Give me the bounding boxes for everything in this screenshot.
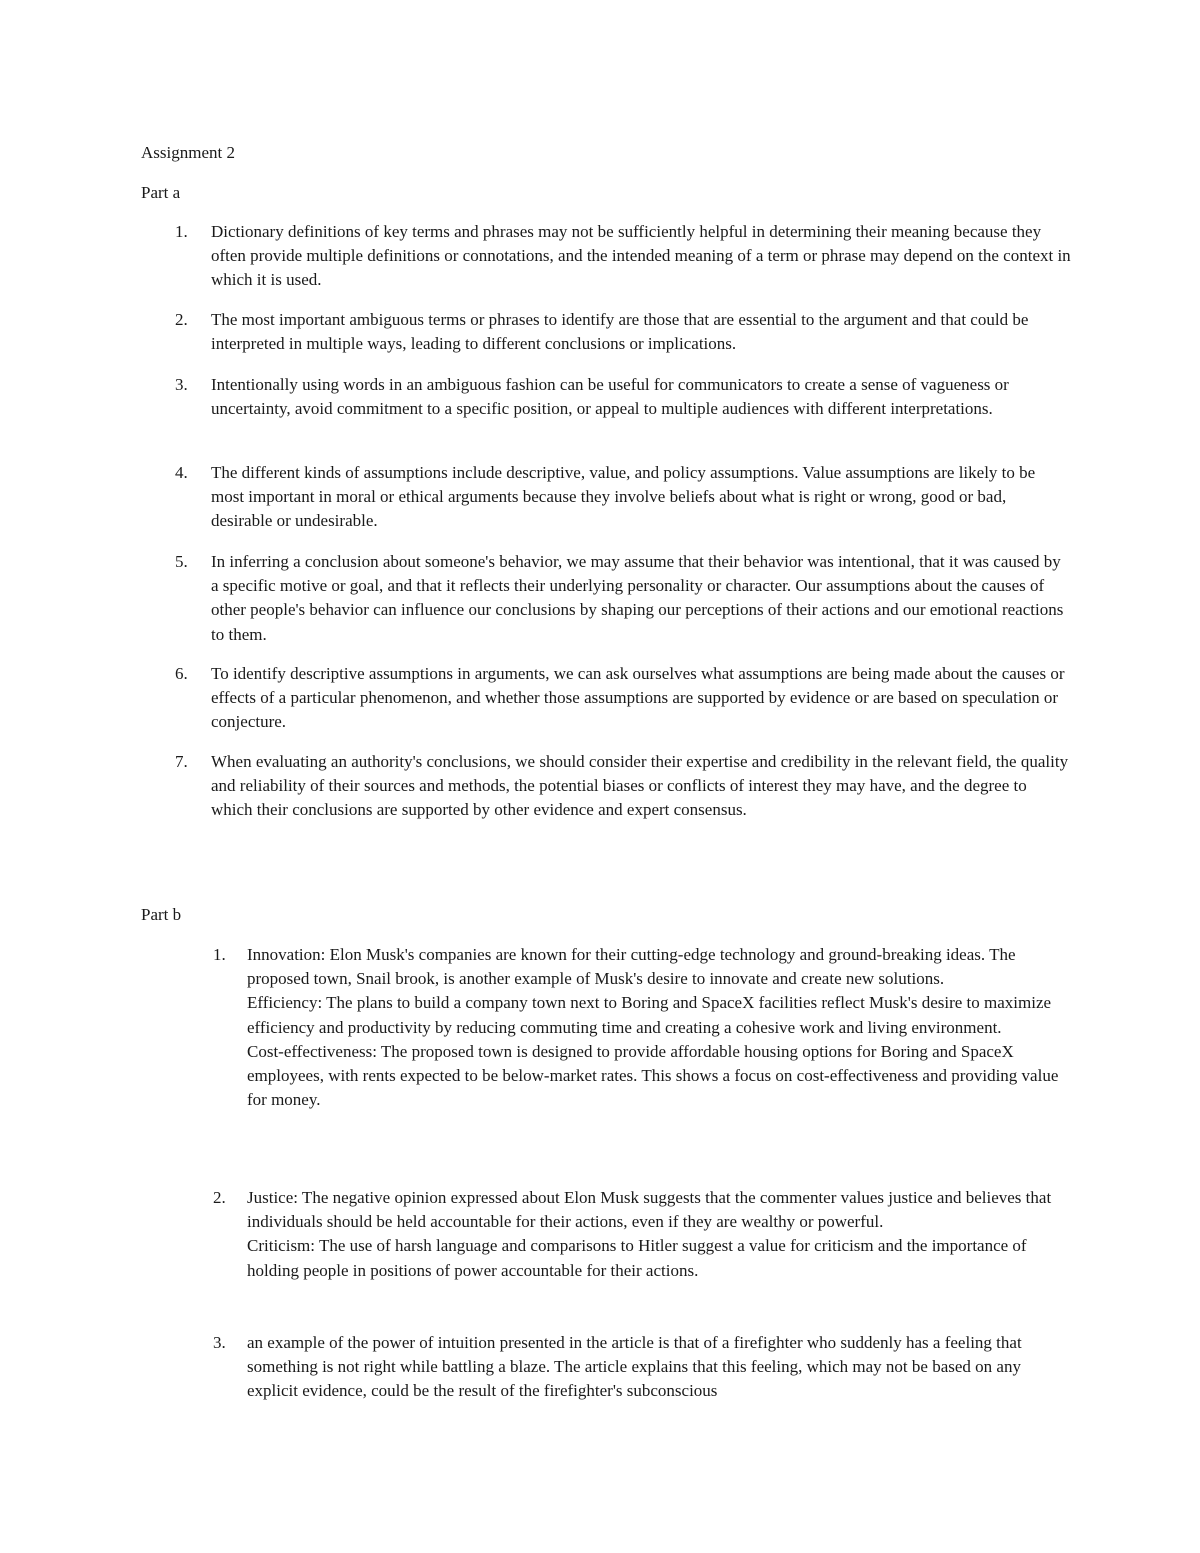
list-item-text xyxy=(247,943,1067,1112)
list-number: 2. xyxy=(213,1188,226,1207)
list-item-text xyxy=(247,1331,1067,1404)
list-number: 5. xyxy=(175,552,188,571)
list-number: 1. xyxy=(213,945,226,964)
list-number: 2. xyxy=(175,310,188,329)
part-b-heading: Part b xyxy=(141,905,182,924)
list-number: 3. xyxy=(213,1333,226,1352)
list-item-text: In inferring a conclusion about someone's behavior, we may assume that their behavior was intentional, that it was caused by a specific motive or goal, and that it reflects their underlying personality or character. Our assumptions about the causes of other people's behavior can influence our conclusions by shaping our perceptions of their actions and our emotional reactions to them. xyxy=(211,552,1064,644)
value-paragraph: Efficiency: The plans to build a company town next to Boring and SpaceX facilities reflect Musk's desire to maximize efficiency and productivity by reducing commuting time and creating a cohesive work and living environment. xyxy=(247,993,1052,1037)
value-paragraph: Justice: The negative opinion expressed about Elon Musk suggests that the commenter values justice and believes that individuals should be held accountable for their actions, even if they are wealthy or powerful. xyxy=(247,1188,1052,1232)
value-paragraph: Innovation: Elon Musk's companies are known for their cutting-edge technology and ground-breaking ideas. The proposed town, Snail brook, is another example of Musk's desire to innovate and create new solutions. xyxy=(247,945,1016,989)
list-number: 6. xyxy=(175,664,188,683)
list-item-text xyxy=(247,1186,1067,1283)
list-item-text: Intentionally using words in an ambiguous fashion can be useful for communicators to create a sense of vagueness or uncertainty, avoid commitment to a specific position, or appeal to multiple audiences with different interpretations. xyxy=(211,375,1009,419)
part-a-heading: Part a xyxy=(141,183,181,202)
list-number: 4. xyxy=(175,463,188,482)
value-paragraph: an example of the power of intuition presented in the article is that of a firefighter who suddenly has a feeling that something is not right while battling a blaze. The article explains that this feeling, which may not be based on any explicit evidence, could be the result of the firefighter's subconscious xyxy=(247,1333,1022,1401)
list-item-text: When evaluating an authority's conclusions, we should consider their expertise and credibility in the relevant field, the quality and reliability of their sources and methods, the potential biases or conflicts of interest they may have, and the degree to which their conclusions are supported by other evidence and expert consensus. xyxy=(211,752,1069,820)
list-number: 3. xyxy=(175,375,188,394)
list-number: 7. xyxy=(175,752,188,771)
list-item-text: To identify descriptive assumptions in arguments, we can ask ourselves what assumptions are being made about the causes or effects of a particular phenomenon, and whether those assumptions are supported by evidence or are based on speculation or conjecture. xyxy=(211,664,1065,732)
list-number: 1. xyxy=(175,222,188,241)
document-title: Assignment 2 xyxy=(141,143,235,162)
value-paragraph: Cost-effectiveness: The proposed town is designed to provide affordable housing options for Boring and SpaceX employees, with rents expected to be below-market rates. This shows a focus on cost-effectiveness and providing value for money. xyxy=(247,1041,1059,1110)
list-item-text: The most important ambiguous terms or phrases to identify are those that are essential to the argument and that could be interpreted in multiple ways, leading to different conclusions or implications. xyxy=(211,310,1029,354)
list-item-text: The different kinds of assumptions include descriptive, value, and policy assumptions. Value assumptions are likely to be most important in moral or ethical arguments because they involve beliefs about what is right or wrong, good or bad, desirable or undesirable. xyxy=(211,463,1036,531)
list-item-text: Dictionary definitions of key terms and phrases may not be sufficiently helpful in determining their meaning because they often provide multiple definitions or connotations, and the intended meaning of a term or phrase may depend on the context in which it is used. xyxy=(211,222,1071,290)
value-paragraph: Criticism: The use of harsh language and comparisons to Hitler suggest a value for criticism and the importance of holding people in positions of power accountable for their actions. xyxy=(247,1236,1027,1280)
